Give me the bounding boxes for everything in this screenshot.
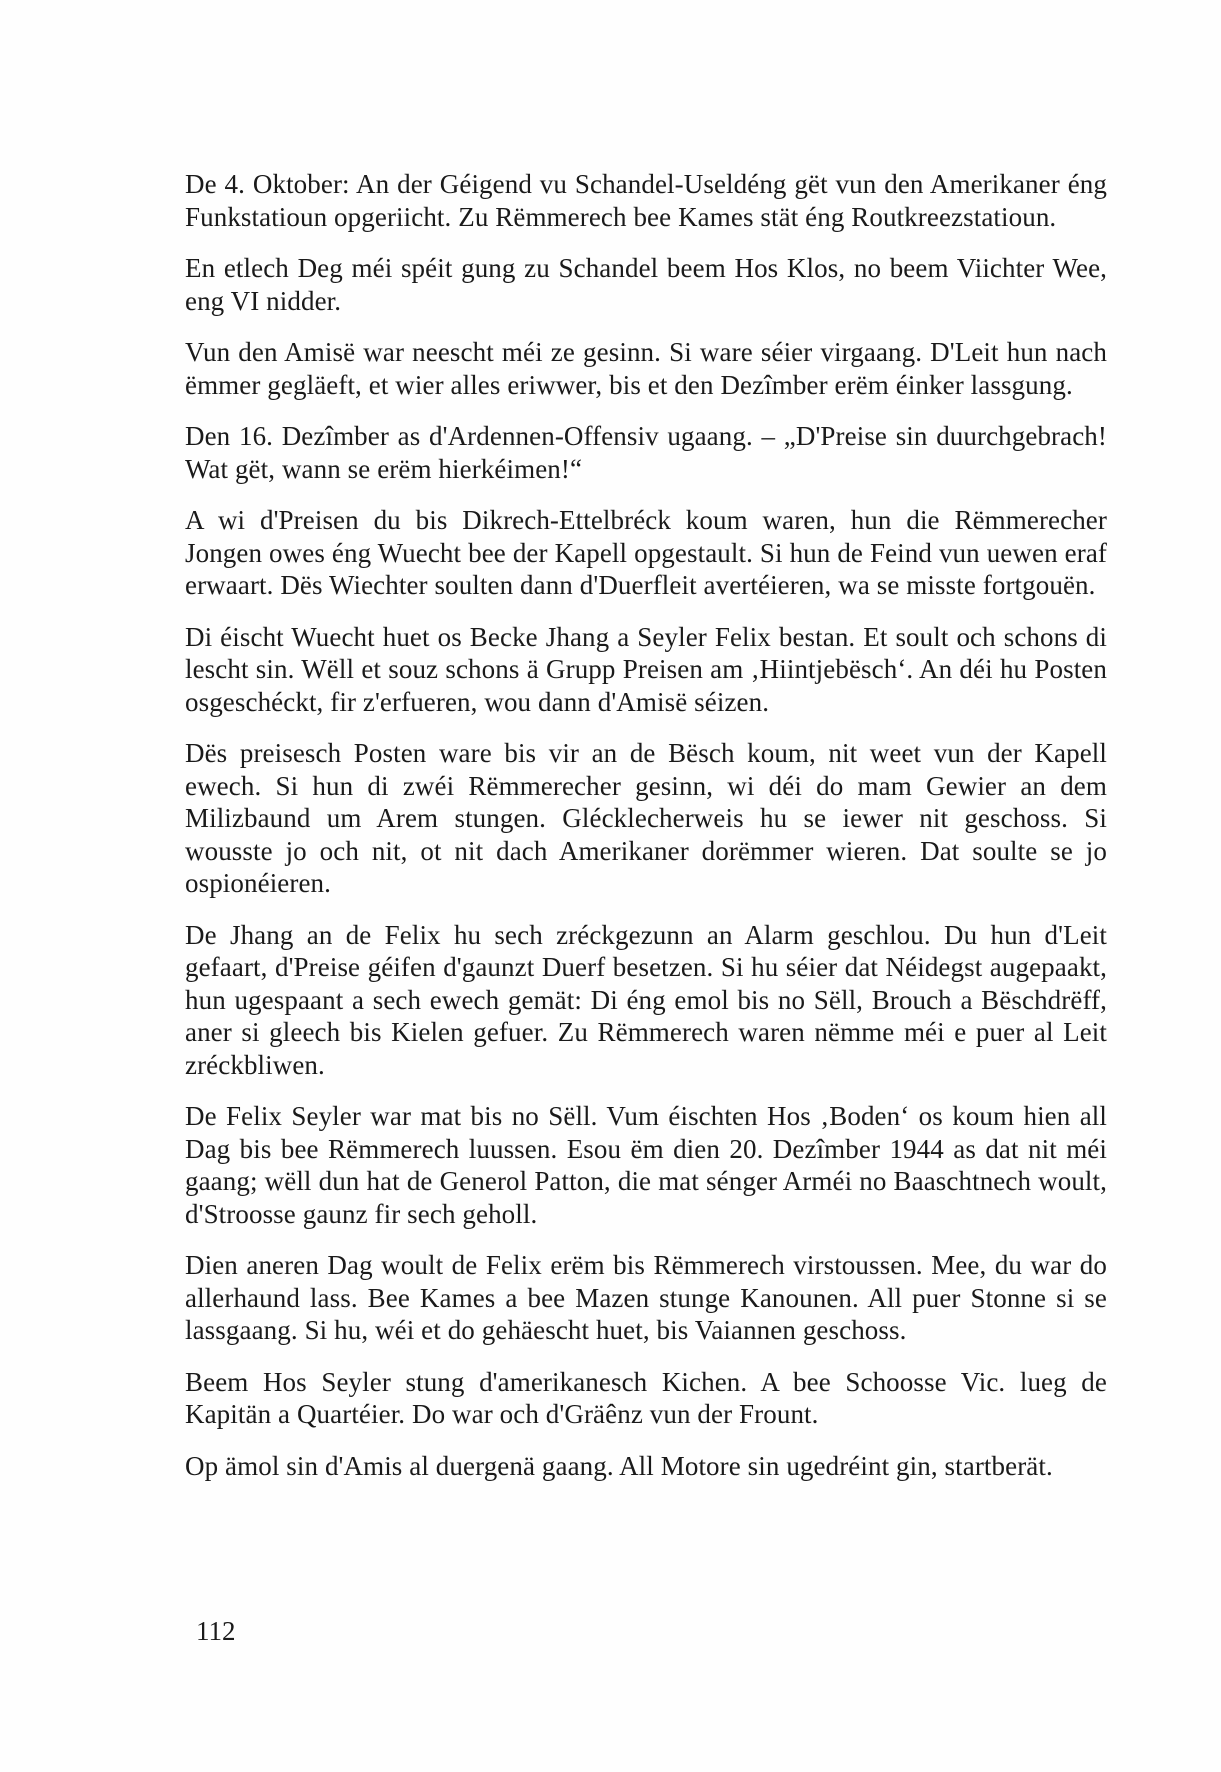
paragraph: De Felix Seyler war mat bis no Sëll. Vum éischten Hos ‚Boden‘ os koum hien all Dag bis bee Rëmmerech luussen. Esou ëm dien 20. Dezîmber 1944 as dat nit méi gaang; wëll dun hat de Generol Patton, die mat sénger Arméi no Baaschtnech woult, d'Stroosse gaunz fir sech geholl. [185, 1101, 1107, 1229]
page-number: 112 [196, 1616, 236, 1646]
paragraph: Dien aneren Dag woult de Felix erëm bis Rëmmerech virstoussen. Mee, du war do allerhaund lass. Bee Kames a bee Mazen stunge Kanounen. All puer Stonne si se lassgaang. Si hu, wéi et do gehäescht huet, bis Vaiannen geschoss. [185, 1250, 1107, 1345]
paragraph: A wi d'Preisen du bis Dikrech-Ettelbréck koum waren, hun die Rëmmerecher Jongen owes éng Wuecht bee der Kapell opgestault. Si hun de Feind vun uewen eraf erwaart. Dës Wiechter soulten dann d'Duerfleit avertéieren, wa se misste fortgouën. [185, 505, 1107, 600]
paragraph: En etlech Deg méi spéit gung zu Schandel beem Hos Klos, no beem Viichter Wee, eng VI nidder. [185, 253, 1107, 316]
body-text [185, 168, 1107, 1501]
paragraph: Den 16. Dezîmber as d'Ardennen-Offensiv ugaang. – „D'Preise sin duurchgebrach! Wat gët, wann se erëm hierkéimen!“ [185, 421, 1107, 484]
paragraph: Dës preisesch Posten ware bis vir an de Bësch koum, nit weet vun der Kapell ewech. Si hun di zwéi Rëmmerecher gesinn, wi déi do mam Gewier an dem Milizbaund um Arem stungen. Glécklecherweis hu se iewer nit geschoss. Si wousste jo och nit, ot nit dach Amerikaner dorëmmer wieren. Dat soulte se jo ospionéieren. [185, 738, 1107, 898]
paragraph: Op ämol sin d'Amis al duergenä gaang. All Motore sin ugedréint gin, startberät. [185, 1450, 1053, 1481]
paragraph: Di éischt Wuecht huet os Becke Jhang a Seyler Felix bestan. Et soult och schons di lescht sin. Wëll et souz schons ä Grupp Preisen am ‚Hiintjebësch‘. An déi hu Posten osgeschéckt, fir z'erfueren, wou dann d'Amisë séizen. [185, 621, 1107, 717]
paragraph: Vun den Amisë war neescht méi ze gesinn. Si ware séier virgaang. D'Leit hun nach ëmmer gegläeft, et wier alles eriwwer, bis et den Dezîmber erëm éinker lassgung. [185, 337, 1107, 400]
paragraph: Beem Hos Seyler stung d'amerikanesch Kichen. A bee Schoosse Vic. lueg de Kapitän a Quartéier. Do war och d'Gräênz vun der Frount. [185, 1366, 1107, 1429]
paragraph: De 4. Oktober: An der Géigend vu Schandel-Useldéng gët vun den Amerikaner éng Funkstatioun opgeriicht. Zu Rëmmerech bee Kames stät éng Routkreezstatioun. [185, 169, 1107, 232]
paragraph: De Jhang an de Felix hu sech zréckgezunn an Alarm geschlou. Du hun d'Leit gefaart, d'Preise géifen d'gaunzt Duerf besetzen. Si hu séier dat Néidegst augepaakt, hun ugespaant a sech ewech gemät: Di éng emol bis no Sëll, Brouch a Bëschdrëff, aner si gleech bis Kielen gefuer. Zu Rëmmerech waren nëmme méi e puer al Leit zréckbliwen. [185, 919, 1107, 1080]
